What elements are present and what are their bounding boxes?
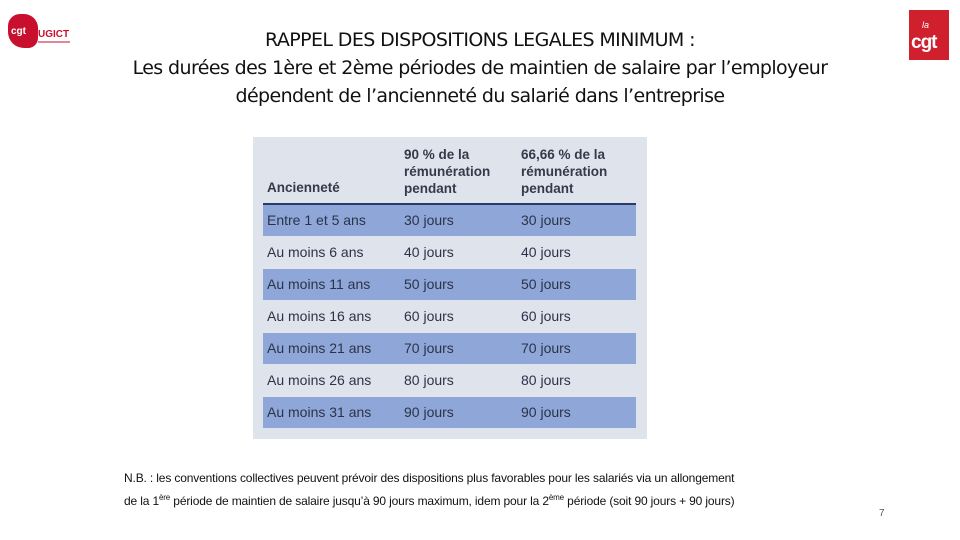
table-row bbox=[263, 237, 636, 268]
table-row bbox=[263, 397, 636, 428]
seniority-table bbox=[253, 137, 647, 439]
ugict-logo-text: UGICT bbox=[38, 29, 70, 40]
cgt-logo-text: cgt bbox=[911, 32, 937, 53]
header-66-line-3: pendant bbox=[521, 181, 574, 196]
row-second-period: 50 jours bbox=[521, 276, 571, 292]
slide-title bbox=[60, 26, 900, 110]
row-second-period: 60 jours bbox=[521, 308, 571, 324]
header-anciennete: Ancienneté bbox=[267, 180, 340, 195]
row-seniority: Au moins 6 ans bbox=[267, 244, 364, 260]
row-first-period: 30 jours bbox=[404, 212, 454, 228]
page-number: 7 bbox=[879, 508, 885, 519]
footnote bbox=[124, 468, 924, 511]
header-90-line-1: 90 % de la bbox=[404, 147, 470, 162]
header-66-line-2: rémunération bbox=[521, 164, 608, 179]
cgt-logo-text: cgt bbox=[11, 26, 26, 37]
table-row bbox=[263, 333, 636, 364]
table-row bbox=[263, 365, 636, 396]
row-first-period: 40 jours bbox=[404, 244, 454, 260]
row-first-period: 80 jours bbox=[404, 372, 454, 388]
header-90-percent bbox=[404, 146, 490, 197]
footnote-text: de la 1 bbox=[124, 494, 159, 508]
header-66-line-1: 66,66 % de la bbox=[521, 147, 606, 162]
table-row bbox=[263, 205, 636, 236]
header-90-line-3: pendant bbox=[404, 181, 457, 196]
row-first-period: 90 jours bbox=[404, 404, 454, 420]
footnote-text: période (soit 90 jours + 90 jours) bbox=[563, 494, 735, 508]
header-90-line-2: rémunération bbox=[404, 164, 491, 179]
title-line-2: Les durées des 1ère et 2ème périodes de maintien de salaire par l’employeur bbox=[132, 57, 828, 79]
cgt-logo bbox=[909, 10, 949, 60]
row-second-period: 40 jours bbox=[521, 244, 571, 260]
table-header bbox=[253, 137, 647, 203]
footnote-line-1: N.B. : les conventions collectives peuvent prévoir des dispositions plus favorables pour les salariés via un allongement bbox=[124, 471, 735, 485]
row-seniority: Au moins 31 ans bbox=[267, 404, 372, 420]
title-line-3: dépendent de l’ancienneté du salarié dans l’entreprise bbox=[235, 85, 725, 107]
row-second-period: 80 jours bbox=[521, 372, 571, 388]
row-first-period: 70 jours bbox=[404, 340, 454, 356]
cgt-logo-mark bbox=[8, 14, 38, 48]
row-first-period: 50 jours bbox=[404, 276, 454, 292]
table-row bbox=[263, 269, 636, 300]
row-first-period: 60 jours bbox=[404, 308, 454, 324]
row-seniority: Entre 1 et 5 ans bbox=[267, 212, 366, 228]
footnote-sup: ère bbox=[158, 493, 171, 502]
table-row bbox=[263, 301, 636, 332]
row-second-period: 70 jours bbox=[521, 340, 571, 356]
footnote-text: période de maintien de salaire jusqu’à 90 jours maximum, idem pour la 2 bbox=[170, 494, 549, 508]
row-seniority: Au moins 26 ans bbox=[267, 372, 372, 388]
footnote-sup: ème bbox=[548, 493, 564, 502]
title-line-1: RAPPEL DES DISPOSITIONS LEGALES MINIMUM : bbox=[265, 29, 695, 51]
header-66-percent bbox=[521, 146, 607, 197]
row-seniority: Au moins 21 ans bbox=[267, 340, 372, 356]
row-second-period: 90 jours bbox=[521, 404, 571, 420]
cgt-logo-la: la bbox=[922, 20, 930, 30]
row-seniority: Au moins 11 ans bbox=[267, 276, 371, 292]
row-second-period: 30 jours bbox=[521, 212, 571, 228]
row-seniority: Au moins 16 ans bbox=[267, 308, 372, 324]
footnote-line-2 bbox=[124, 488, 924, 511]
